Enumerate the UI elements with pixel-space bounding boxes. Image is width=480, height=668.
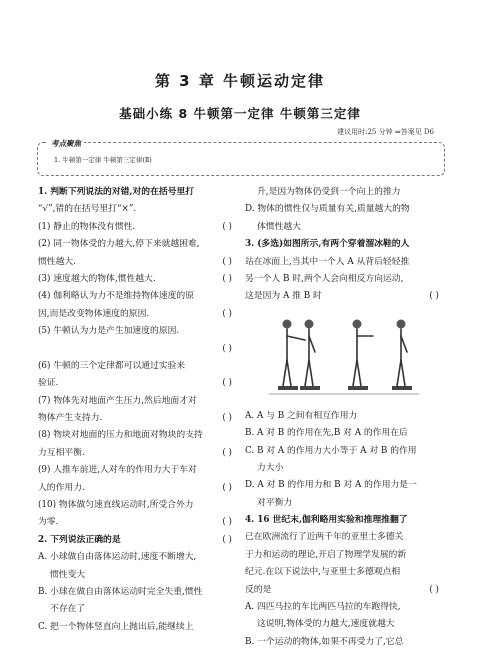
line-text: 另一个人 B 时,两个人会向相反方向运动, bbox=[245, 273, 404, 284]
left-column-line bbox=[38, 532, 236, 549]
answer-blank: ( ) bbox=[222, 273, 232, 284]
right-column-top bbox=[245, 184, 443, 306]
answer-blank: ( ) bbox=[222, 256, 232, 267]
line-text: (5) 牛顿认为力是产生加速度的原因. bbox=[38, 326, 180, 337]
left-column-line bbox=[38, 201, 236, 218]
left-column-line bbox=[38, 271, 236, 288]
left-column-line bbox=[38, 288, 236, 305]
line-text: “√”,错的在括号里打“×”. bbox=[38, 204, 137, 215]
line-text: 对平衡力 bbox=[257, 497, 293, 508]
right-column-line bbox=[245, 547, 443, 564]
right-column-line bbox=[245, 495, 443, 512]
line-text: D. A 对 B 的作用力和 B 对 A 的作用力是一 bbox=[245, 480, 417, 491]
left-column-line bbox=[38, 236, 236, 253]
answer-blank: ( ) bbox=[222, 517, 232, 528]
left-column-line bbox=[38, 219, 236, 236]
line-text: 4. 16 世纪末,伽利略用实验和推理推翻了 bbox=[245, 515, 408, 526]
right-column-line bbox=[245, 512, 443, 529]
right-column-line bbox=[245, 529, 443, 546]
left-column-line bbox=[38, 619, 236, 636]
line-text: (1) 静止的物体没有惯性. bbox=[38, 221, 136, 232]
line-text: 惯性越大. bbox=[38, 256, 76, 267]
right-column-line bbox=[245, 184, 443, 201]
line-text: 升,是因为物体仍受到一个向上的推力 bbox=[257, 187, 401, 197]
line-text: B. A 对 B 的作用在先,B 对 A 的作用在后 bbox=[245, 428, 408, 439]
right-column-line bbox=[245, 288, 443, 305]
line-text: 不存在了 bbox=[50, 604, 86, 615]
left-column-line bbox=[38, 445, 236, 462]
answer-blank: ( ) bbox=[222, 534, 232, 545]
line-text: 站在冰面上,当其中一个人 A 从背后轻轻推 bbox=[245, 256, 410, 267]
line-text: 物体产生支持力. bbox=[38, 413, 103, 424]
left-column-line bbox=[38, 254, 236, 271]
lesson-title: 基础小练 8 牛顿第一定律 牛顿第三定律 bbox=[119, 106, 361, 121]
key-points-box bbox=[37, 139, 445, 176]
line-text: A. 四匹马拉的车比两匹马拉的车跑得快, bbox=[245, 602, 401, 613]
right-column-line bbox=[245, 425, 443, 442]
right-column-line bbox=[245, 477, 443, 494]
left-column-line bbox=[38, 567, 236, 584]
left-column-line bbox=[38, 184, 236, 201]
answer-blank: ( ) bbox=[222, 413, 232, 424]
right-column-line bbox=[245, 582, 443, 599]
left-column-line bbox=[38, 323, 236, 340]
left-column-line bbox=[38, 584, 236, 601]
line-text: (9) 人推车前进,人对车的作用力大于车对 bbox=[38, 465, 197, 476]
right-column-line bbox=[245, 460, 443, 477]
answer-blank: ( ) bbox=[222, 447, 232, 458]
answer-blank: ( ) bbox=[222, 343, 232, 354]
line-text: 力互相平衡. bbox=[38, 447, 85, 458]
right-column-line bbox=[245, 271, 443, 288]
line-text: 力大小 bbox=[257, 462, 284, 473]
left-column bbox=[38, 184, 236, 636]
line-text: 2. 下列说法正确的是 bbox=[38, 534, 121, 545]
right-column-line bbox=[245, 408, 443, 425]
suggested-time: 建议用时:25 分钟 ⇒答案见 D6 bbox=[337, 128, 434, 136]
answer-blank: ( ) bbox=[222, 308, 232, 319]
line-text: 这是因为 A 推 B 时 bbox=[245, 291, 322, 302]
left-column-line bbox=[38, 393, 236, 410]
line-text: (2) 同一物体受的力越大,停下来就越困难, bbox=[38, 239, 200, 250]
left-column-line bbox=[38, 601, 236, 618]
line-text: 于力和运动的理论,开启了物理学发展的新 bbox=[245, 549, 407, 560]
right-column-line bbox=[245, 443, 443, 460]
line-text: 反的是 bbox=[245, 584, 272, 595]
line-text: C. 把一个物体竖直向上抛出后,能继续上 bbox=[38, 621, 194, 632]
line-text: 为零. bbox=[38, 517, 59, 528]
right-column-line bbox=[245, 616, 443, 633]
left-column-line bbox=[38, 462, 236, 479]
left-column-line bbox=[38, 375, 236, 392]
left-column-line bbox=[38, 497, 236, 514]
left-column-line bbox=[38, 514, 236, 531]
line-text: (6) 牛顿的三个定律都可以通过实验来 bbox=[38, 360, 186, 371]
line-text: (4) 伽利略认为力不是维持物体速度的原 bbox=[38, 291, 195, 302]
line-text: 这说明,物体受的力越大,速度就越大 bbox=[257, 619, 395, 630]
line-text: A. 小球做自由落体运动时,速度不断增大, bbox=[38, 552, 197, 563]
key-points-title: 考点聚焦 bbox=[48, 138, 84, 149]
line-text: 纪元.在以下说法中,与亚里士多德观点相 bbox=[245, 567, 401, 578]
skaters-figure bbox=[245, 308, 443, 404]
line-text: A. A 与 B 之间有相互作用力 bbox=[245, 410, 358, 421]
line-text: 已在欧洲流行了近两千年的亚里士多德关 bbox=[245, 532, 404, 543]
line-text: 因,而是改变物体速度的原因. bbox=[38, 308, 150, 319]
right-column bbox=[245, 184, 443, 651]
line-text: (3) 速度越大的物体,惯性越大. bbox=[38, 273, 156, 284]
left-column-line bbox=[38, 341, 236, 358]
line-text: 人的作用力. bbox=[38, 482, 85, 493]
right-column-bottom bbox=[245, 408, 443, 651]
right-column-line bbox=[245, 254, 443, 271]
left-column-line bbox=[38, 410, 236, 427]
answer-blank: ( ) bbox=[222, 482, 232, 493]
right-column-line bbox=[245, 201, 443, 218]
key-points-item: 1. 牛顿第一定律 牛顿第三定律(Ⅱ) bbox=[54, 156, 152, 164]
chapter-title: 第 3 章 牛顿运动定律 bbox=[154, 72, 326, 90]
line-text: B. 一个运动的物体,如果不再受力了,它总 bbox=[245, 636, 404, 647]
answer-blank: ( ) bbox=[429, 291, 439, 302]
line-text: B. 小球在做自由落体运动时完全失重,惯性 bbox=[38, 586, 203, 597]
right-column-line bbox=[245, 564, 443, 581]
left-column-line bbox=[38, 358, 236, 375]
line-text: 1. 判断下列说法的对错,对的在括号里打 bbox=[38, 187, 195, 197]
line-text: (8) 物块对地面的压力和地面对物块的支持 bbox=[38, 430, 203, 441]
left-column-line bbox=[38, 427, 236, 444]
answer-blank: ( ) bbox=[222, 221, 232, 232]
right-column-line bbox=[245, 219, 443, 236]
right-column-line bbox=[245, 634, 443, 651]
line-text: 惯性变大 bbox=[50, 569, 86, 580]
line-text: 体惯性越大 bbox=[257, 221, 301, 232]
answer-blank: ( ) bbox=[429, 584, 439, 595]
line-text: C. B 对 A 的作用力大小等于 A 对 B 的作用 bbox=[245, 445, 417, 456]
left-column-line bbox=[38, 549, 236, 566]
right-column-line bbox=[245, 599, 443, 616]
line-text: D. 物体的惯性仅与质量有关,质量越大的物 bbox=[245, 204, 410, 215]
left-column-line bbox=[38, 306, 236, 323]
right-column-line bbox=[245, 236, 443, 253]
left-column-line bbox=[38, 480, 236, 497]
line-text: (7) 物体先对地面产生压力,然后地面才对 bbox=[38, 395, 197, 406]
line-text: (10) 物体做匀速直线运动时,所受合外力 bbox=[38, 500, 194, 511]
line-text: 验证. bbox=[38, 378, 59, 389]
answer-blank: ( ) bbox=[222, 378, 232, 389]
line-text: 3. (多选)如图所示,有两个穿着溜冰鞋的人 bbox=[245, 239, 410, 250]
skaters-illustration bbox=[269, 308, 419, 402]
